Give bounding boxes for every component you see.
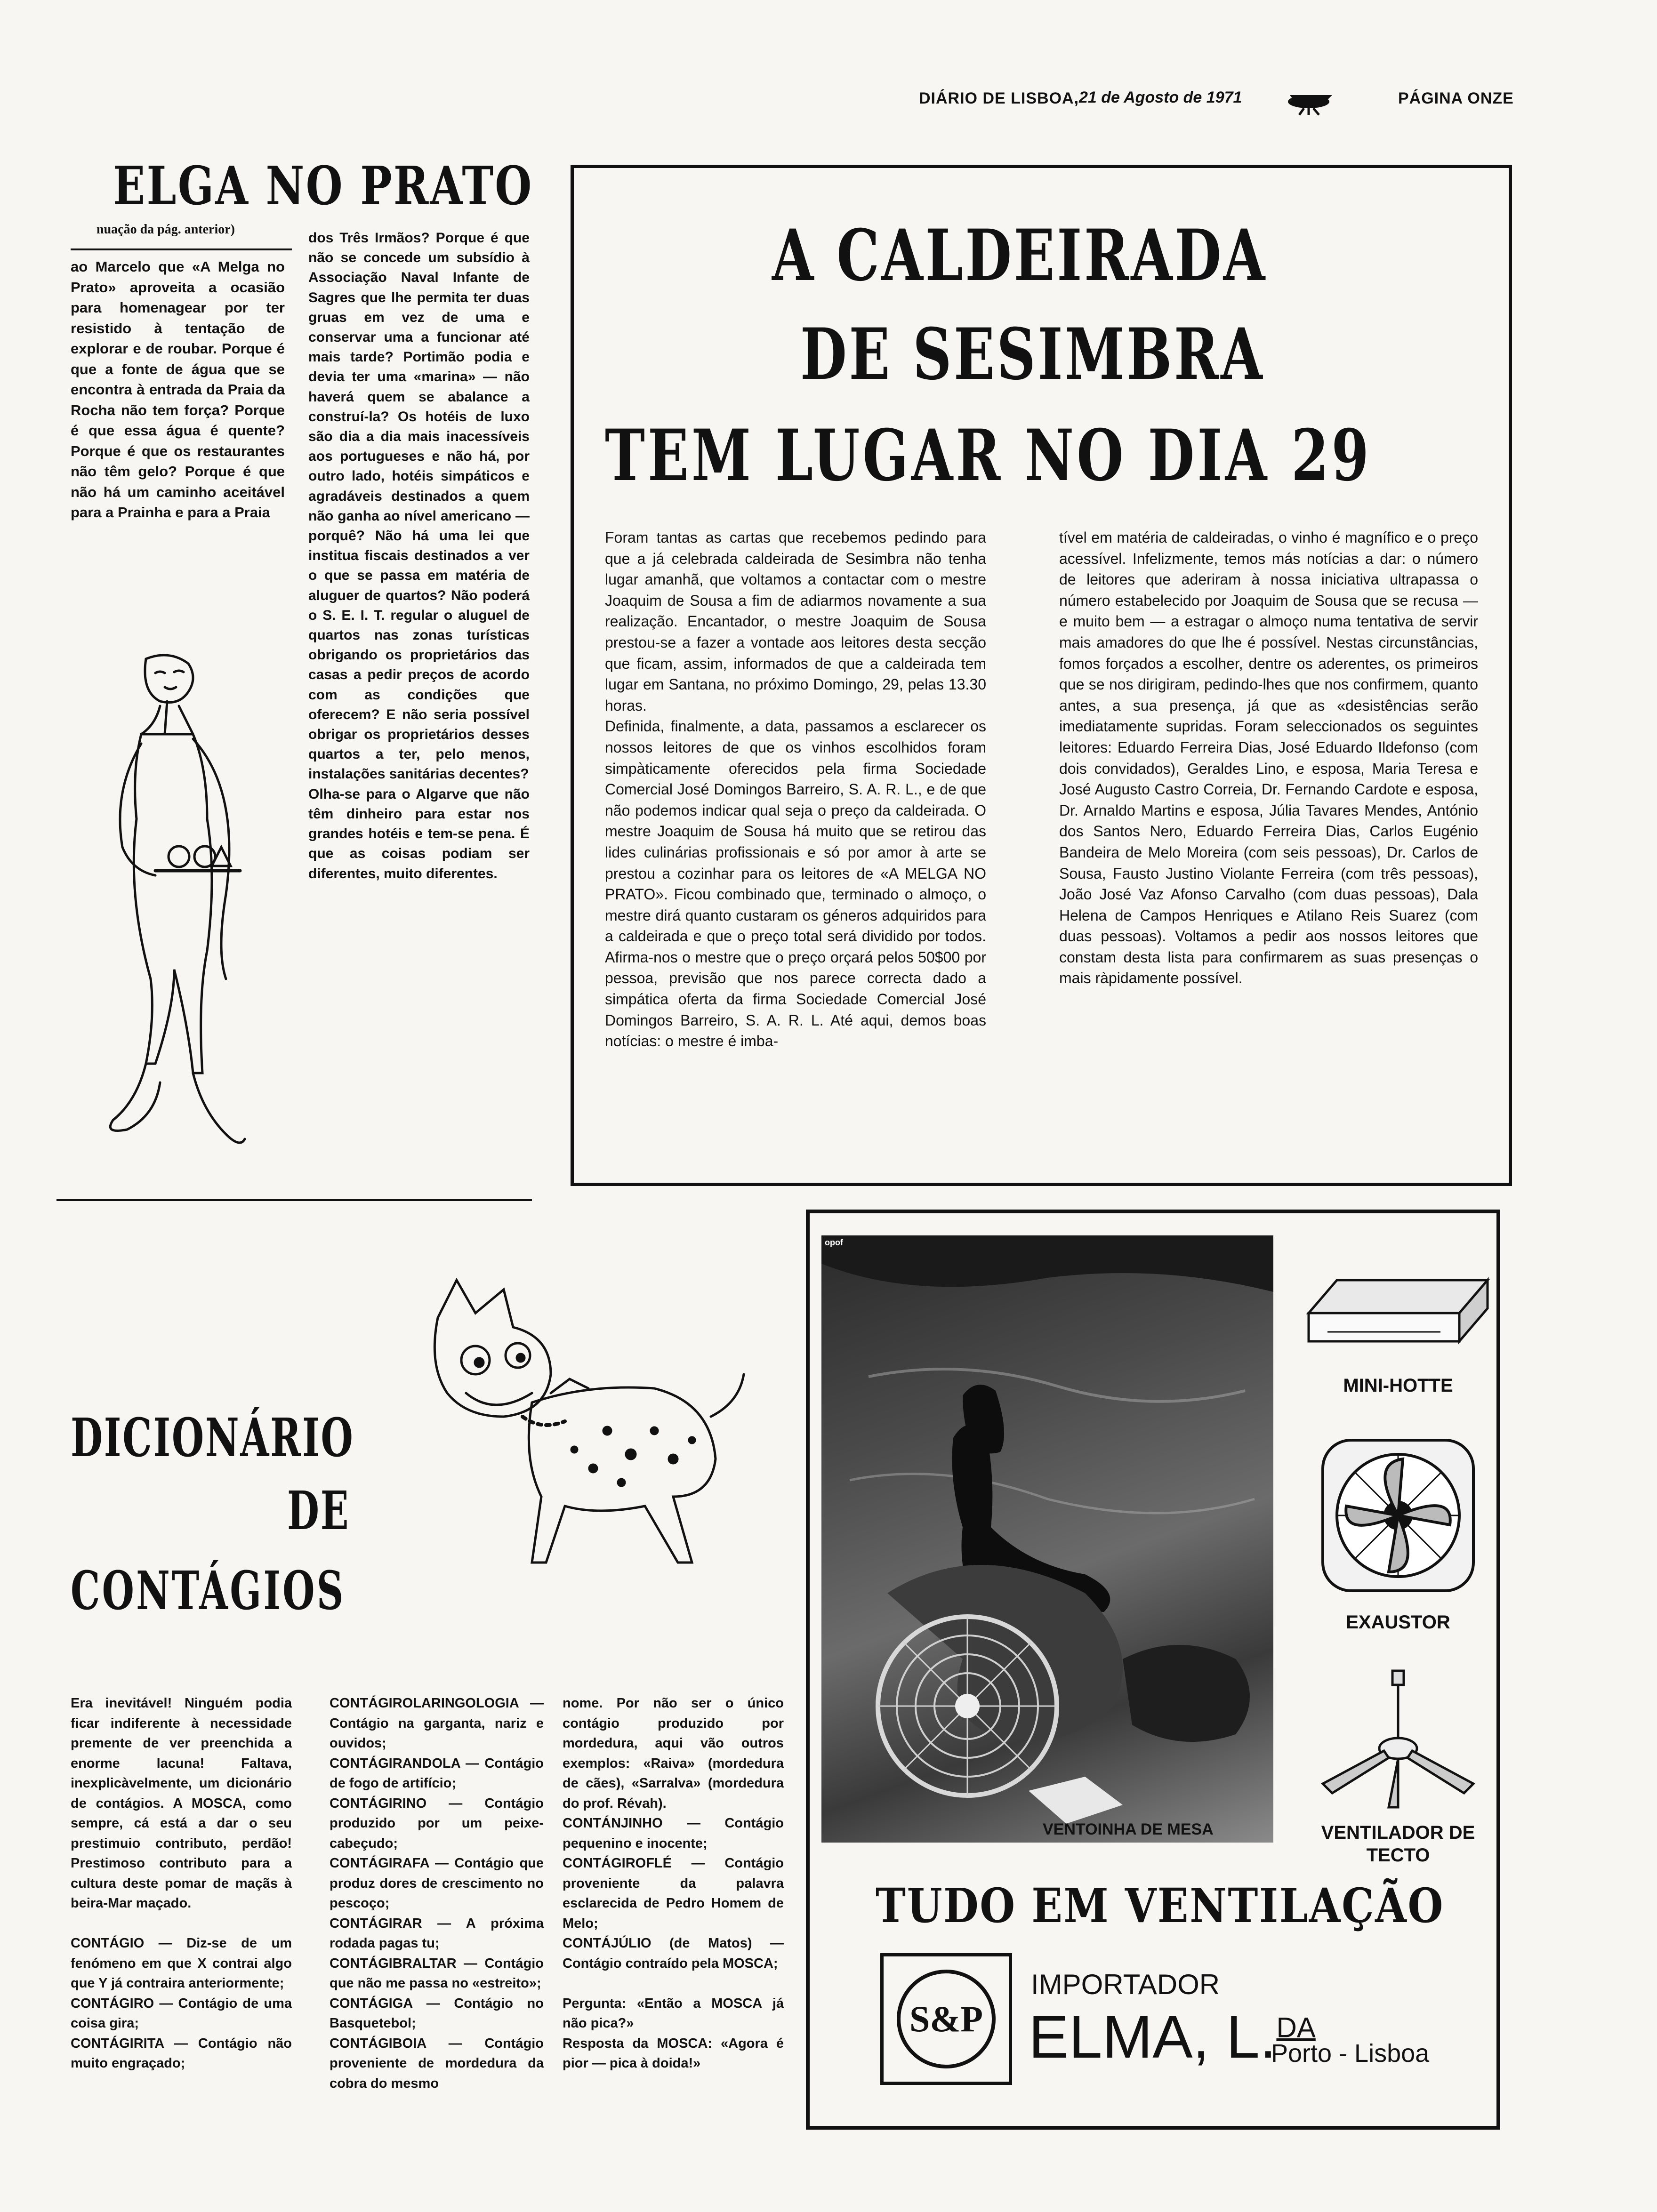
melga-col-rule — [71, 248, 292, 250]
exaustor-icon — [1313, 1435, 1483, 1600]
ad-photo-tag: opof — [825, 1238, 843, 1247]
ad-slogan: TUDO EM VENTILAÇÃO — [876, 1878, 1444, 1933]
dicionario-text-col1: Era inevitável! Ninguém podia ficar indiferente à necessidade premente de ver preenchida a enorme lacuna! Faltava, inexplicàvelmente, um dicionário de contágios. A MOSCA, como sempre, cá está a dar o seu prestimuio contributo, perdão! Prestimoso contributo para a cultura deste pomar de maçãs à beira-Mar maçado. CONTÁGIO — Diz-se de um fenómeno em que X contrai algo que Y já contraira anteriormente; CONTÁGIRO — Contágio de uma coisa gira; CONTÁGIRITA — Contágio não muito engraçado; — [71, 1696, 292, 2071]
ventilador-icon — [1313, 1666, 1483, 1817]
section-divider — [56, 1199, 532, 1201]
ad-photo — [821, 1235, 1273, 1843]
melga-text-col2: dos Três Irmãos? Porque é que não se concede um subsídio à Associação Naval Infante de Sagres que lhe permita ter duas gruas em vez de uma e conservar uma a funcionar até mais tarde? Portimão podia e devia ter uma «marina» — não haverá quem se abalance a construí-la? Os hotéis de luxo são dia a dia mais inacessíveis aos portugueses e não há, por outro lado, hotéis simpáticos e agradáveis destinados a quem não ganha ao nível americano — porquê? Não há uma lei que institua fiscais destinados a ver o que se passa em matéria de aluguer de quartos? Não poderá o S. E. I. T. regular o aluguel de quartos nas zonas turísticas obrigando os proprietários das casas a pedir preços de acordo com as condições que oferecem? E não seria possível obrigar os proprietários desses quartos a ter, pelo menos, instalações sanitárias decentes? Olha-se para o Algarve que não têm dinheiro para estar nos grandes hotéis e tem-se pena. É que as coisas podiam ser diferentes, muito diferentes. — [308, 230, 530, 882]
melga-title: ELGA NO PRATO — [113, 155, 533, 217]
dicionario-text-col2: CONTÁGIROLARINGOLOGIA — Contágio na garganta, nariz e ouvidos; CONTÁGIRANDOLA — Contágio de fogo de artifício; CONTÁGIRINO — Contágio produzido por um peixe-cabeçudo; CONTÁGIRAFA — Contágio que produz dores de crescimento no pescoço; CONTÁGIRAR — A próxima rodada pagas tu; CONTÁGIBRALTAR — Contágio que não me passa no «estreito»; CONTÁGIGA — Contágio no Basquetebol; CONTÁGIBOIA — Contágio proveniente de mordedura da cobra do mesmo — [330, 1696, 544, 2091]
newspaper-name: DIÁRIO DE LISBOA, — [919, 89, 1079, 107]
sp-logo-text: S&P — [909, 1998, 983, 2039]
product-mini-hotte: MINI-HOTTE — [1343, 1375, 1453, 1396]
dicionario-title-1: DICIONÁRIO — [71, 1407, 354, 1469]
caldeirada-text-col2: tível em matéria de caldeiradas, o vinho é magnífico e o preço acessível. Infelizmente, temos más notícias a dar: o número de leitores que aderiram à nossa iniciativa ultrapassa o número estabelecido por Joaquim de Sousa que se recusa — e muito bem — a estragar o almoço numa tentativa de servir mais amadores do que lhe é possível. Nestas circunstâncias, fomos forçados a escolher, dentre os aderentes, os primeiros que se nos dirigiram, pedindo-lhes que nos confirmem, quanto antes, a sua presença, já que as «desistências serão imediatamente supridas. Foram seleccionados os seguintes leitores: Eduardo Ferreira Dias, José Eduardo Ildefonso (com dois convidados), Geraldes Lino, e esposa, Maria Teresa e José Augusto Castro Correia, Dr. Fernando Cardote e esposa, Dr. Arnaldo Martins e esposa, Júlia Tavares Mendes, António dos Santos Nero, Eduardo Ferreira Dias, Carlos Eugénio Bandeira de Melo Moreira (com seis pessoas), Dr. Carlos de Sousa, Fausto Justino Violante Ferreira (com três pessoas), João José Vaz Afonso Carvalho (com duas pessoas), Dala Helena de Campos Henriques e Atilano Reis Suarez (com duas pessoas). Voltamos a pedir aos nossos leitores que constam desta lista para confirmarem as suas presenças o mais ràpidamente possível. — [1059, 529, 1478, 987]
page-number: PÁGINA ONZE — [1398, 89, 1514, 107]
fly-icon — [1276, 88, 1346, 116]
waiter-illustration — [85, 649, 282, 1167]
company-name: ELMA, L. — [1029, 2004, 1277, 2071]
caldeirada-headline-1: A CALDEIRADA — [772, 214, 1267, 297]
dicionario-title-3: CONTÁGIOS — [71, 1560, 346, 1622]
dog-illustration — [410, 1261, 748, 1581]
melga-text-col1: ao Marcelo que «A Melga no Prato» aproveita a ocasião para homenagear por ter resistido à tentação de explorar e de roubar. Porque é que a fonte de água que se encontra à entrada da Praia da Rocha não tem força? Porque é que essa água é quente? Porque é que os restaurantes não têm gelo? Porque é que não há um caminho aceitável para a Prainha e para a Praia — [71, 258, 285, 521]
dicionario-text-col3: nome. Por não ser o único contágio produzido por mordedura, aqui vão outros exemplos: «Raiva» (mordedura de cães), «Sarralva» (mordedura do prof. Révah). CONTÁNJINHO — Contágio pequenino e inocente; CONTÁGIROFLÉ — Contágio proveniente da palavra esclarecida de Pedro Homem de Melo; CONTÁJÚLIO (de Matos) — Contágio contraído pela MOSCA; Pergunta: «Então a MOSCA já não pica?» Resposta da MOSCA: «Agora é pior — pica à doida!» — [563, 1696, 784, 2071]
sp-logo — [897, 1970, 996, 2068]
product-ventilador-de-tecto: VENTILADOR DE TECTO — [1321, 1822, 1475, 1866]
dicionario-title-2: DE — [287, 1480, 350, 1542]
company-suffix: DA — [1276, 2012, 1316, 2044]
issue-date: 21 de Agosto de 1971 — [1079, 88, 1242, 106]
melga-continuation: nuação da pág. anterior) — [97, 222, 235, 237]
ad-photo-caption: VENTOINHA DE MESA — [1043, 1820, 1214, 1838]
caldeirada-headline-2: DE SESIMBRA — [800, 313, 1265, 396]
importer-cities: Porto - Lisboa — [1271, 2039, 1430, 2068]
product-exaustor: EXAUSTOR — [1346, 1612, 1450, 1633]
mini-hotte-icon — [1299, 1261, 1497, 1355]
caldeirada-headline-3: TEM LUGAR NO DIA 29 — [605, 414, 1372, 497]
caldeirada-text-col1: Foram tantas as cartas que recebemos pedindo para que a já celebrada caldeirada de Sesimbra não tenha lugar amanhã, que voltamos a contactar com o mestre Joaquim de Sousa a fim de adiarmos novamente a sua realização. Encantador, o mestre Joaquim de Sousa prestou-se a fazer a vontade aos leitores desta secção que ficam, assim, informados de que a caldeirada tem lugar em Santana, no próximo Domingo, 29, pelas 13.30 horas. Definida, finalmente, a data, passamos a esclarecer os nossos leitores de que os vinhos escolhidos foram simpàticamente oferecidos pela firma Sociedade Comercial José Domingos Barreiro, S. A. R. L., e de que não podemos indicar qual seja o preço da caldeirada. O mestre Joaquim de Sousa há muito que se retirou das lides culinárias profissionais e só por amor à arte se prestou a cozinhar para os leitores de «A MELGA NO PRATO». Ficou combinado que, terminado o almoço, o mestre dirá quanto custaram os géneros adquiridos para a caldeirada e que o preço total será dividido por todos. Afirma-nos o mestre que o preço orçará pelos 50$00 por pessoa, previsão que nos parece correcta dado a simpática oferta da firma Sociedade Comercial José Domingos Barreiro, S. A. R. L. Até aqui, demos boas notícias: o mestre é imba- — [605, 529, 986, 1050]
importer-label: IMPORTADOR — [1031, 1969, 1220, 2000]
